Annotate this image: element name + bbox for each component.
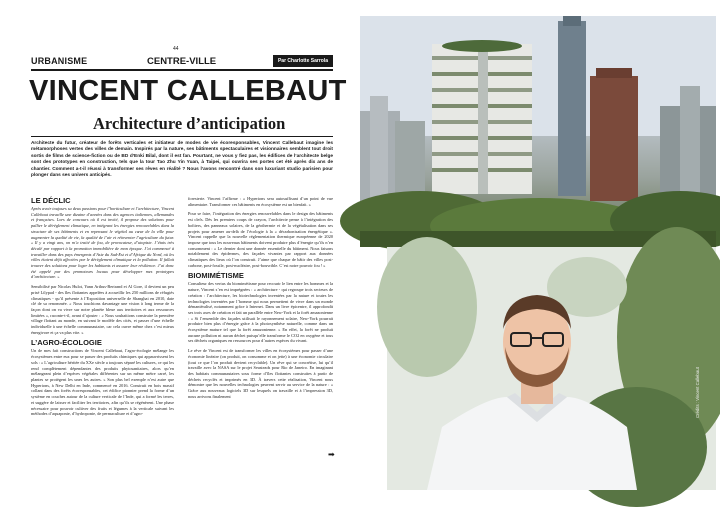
portrait-photo — [387, 247, 716, 490]
section-heading-declic: LE DÉCLIC — [31, 196, 71, 205]
paragraph: Le rêve de Vincent est de transformer les villes en écosystèmes pour passer d’une économie linéaire (on produit, on consomme et on jette) à une économie circulaire (tout ce que l’on produit devient recyclable). Un rêve qui se concrétise, lui qu’il travaille avec la NASA sur le projet Seasteads pour Rio de Janeiro. En imaginant des habitats communautaires sous forme d’îles flottantes construites à partir de déchets recyclés et imprimés en 3D. À travers cette réalisation, Vincent nous démontre que les nouvelles technologies peuvent servir au service de la nature : « Grâce aux nouveaux logiciels 3D sur lesquels on travaille et à l’impression 3D, nous arrivons finalement — [188, 348, 333, 399]
section-heading-biomimetisme: BIOMIMÉTISME — [188, 271, 244, 281]
section-heading-agro-ecologie: L’AGRO-ÉCOLOGIE — [31, 338, 102, 348]
header-rule — [31, 69, 333, 71]
article-title: VINCENT CALLEBAUT — [29, 75, 347, 107]
text-column-1 — [31, 196, 174, 486]
article-subtitle: Architecture d’anticipation — [93, 114, 286, 133]
section-label: CENTRE-VILLE — [147, 56, 217, 67]
page-number: 44 — [173, 46, 179, 52]
paragraph: foresterie. Vincent l’affirme : « Hyperions sera autosuffisant d’un point de vue alimentaire. Transformer ces bâtiments en écosystème est un bienfait. » — [188, 196, 333, 207]
tower-photo-illustration — [360, 16, 716, 247]
paragraph: Sensibilisé par Nicolas Hulot, Yann Arthus-Bertrand et Al Gore, il devient un peu prisé Lilypad - des îles flottantes appelées à accueillir les 250 millions de réfugiés climatiques - qu’il présente à l’Exposition universelle de Shanghai en 2010, date clé de sa renommée. « Nous touchions davantage une vision à long terme de la façon dont on va vivre sur notre planète bleue aux territoires et aux ressources limitées », raconte-t-il, avant d’ajouter : « Nous souhaitions construire la première village flottant au monde, en suivant le modèle des cités, et passer d’une échelle individuelle à une échelle communautaire, car cela ouvre même chez c’est mieux énergivore et ça va plus vite. » — [31, 284, 174, 335]
portrait-illustration — [387, 247, 716, 490]
paragraph: Un de mes fait constructions de Vincent Callebaut, l’agro-écologie mélange les écosystèmes entre eux pour se passer des produits chimiques qui appauvrissent les sols : « L’agriculture héritée du XXe siècle a toujours séparé les cultures, ce qui les rend complètement dépendantes des produits phytosanitaires, alors qu’en mélangeant plein d’espèces végétales différentes sur un même mètre carré, les plantes se protègent les unes les autres. » Son plus bel exemple n’est autre que Hyperions, à New Delhi en Inde, commencé en 2016. Construit en bois massif collant dans des forêts écoresponsables, cet édifice pionnier prend la forme d’un système en couches autour de la culture verticale de l’Inde, qui a formé les terres, et suggère de laisser et faciliter les territoires, afin qu’ils se régénèrent. Une phase nécessaire pour pouvoir cultiver des fruits et légumes à la verticale suivant les méthodes d’aquaponie, d’hydroponie, de permaculture et d’agro- — [31, 348, 174, 417]
right-page — [360, 0, 720, 509]
article-header — [31, 55, 333, 68]
rubric-label: URBANISME — [31, 56, 88, 66]
paragraph: Consulteur des vertus du biomimétisme pour recourir le lien entre les hommes et la nature, Vincent s’en est imprégnées : « architecture - qui regroupe trois secteurs de création : l’architecture, les biotechnologies inventées par la nature et toutes les technologies inventées par l’homme qui nous permettent de vivre dans un monde démantéralisé, notamment grâce à Internet. Dans un livre épicentre, il approfondit ses trois axes de création et fait un parallèle entre New-York et la forêt amazonienne : « Si l’ensemble des façades utilisait le rayonnement solaire, New-York pourrait produire bien plus d’énergie grâce à la photosynthèse naturelle, comme dans un écosystème mature tel que la forêt amazonienne. » En effet, la forêt ne produit aucune pollution ni aucun déchet puisqu’elle transforme le CO2 en oxygène et tous ses déchets organiques en ressources pour d’autres espèces du vivant. — [188, 281, 333, 344]
paragraph: Pour se faire, l’intégration des énergies renouvelables dans le design des bâtiments est clefs. Dès les premiers coups de crayon, l’architecte pense à l’intégration des boîtiers, des panneaux solaires, de la géothermie et de la végétalisation dans ses projets pour amener au-delà de l’écologie à la « décarbonisation énergétique ». Vincent rappelle que la nouvelle réglementation thermique européenne de 2020 impose que tous les nouveaux bâtiments doivent produire plus d’énergie qu’ils n’en consomment : « Le dernier dont une donnée essentielle du bâtiment. Nous faisons notablement des épidermes, des façades vivantes par rapport aux données climatiques des lieux où l’on construit. J’aime que chaque de bâtir des villes post-carbone, post-fossile, post-nucléaire, post-bouvrible. C’est notre pouvoir fou ! » — [188, 211, 333, 268]
byline-badge: Par Charlotte Sarrola — [273, 55, 333, 67]
article-lead: Architecte du futur, créateur de forêts verticales et initiateur de modes de vie écoresponsables, Vincent Callebaut imagine les métamorphoses vertes des villes de demain. Inspirés par la nature, ses bâtiments spectaculaires et visionnaires semblent tout droit sortis de films de science-fiction ou de BD d’Enki Bilal, dont il est fan. Pourtant, ne vous y fiez pas, les édifices de l’architecte belge sont des prototypes en construction, tels que la tour Tao Zhu Yin Yuan, à Taipei, qui ouvrira ses portes cet été après dix ans de chantier. Comment a-t-il réussi à transformer ses rêves en réalité ? Nous l’avons rencontré dans son luxuriant studio parisien pour plonger dans ses univers anticipés. — [31, 141, 333, 179]
text-column-2 — [188, 196, 333, 486]
continue-arrow-icon: ➡ — [328, 450, 335, 459]
tower-photo — [360, 16, 716, 247]
photo-credit-bottom: Crédits : Vincent Callebaut — [695, 367, 700, 418]
title-rule — [31, 136, 333, 137]
paragraph: Après avoir toujours su deux passions pour l’horticulture et l’architecture, Vincent Callebaut travaille une dizaine d’années dans des agences italiennes, allemandes et françaises. Lors de concours où il est invité, il propose des solutions pour pallier le dérèglement climatique, en intégrant les énergies renouvelables dans la structure de ses bâtiments et en repensant le végétal au cœur de la ville pour augmenter la qualité de vie, la qualité de l’air et réinventer l’agriculture du futur. « Il y a vingt ans, on m’a traité de fou, de provocateur, d’utopiste. J’étais très décalé par rapport à la promotion immobilière de mon époque. J’ai commencé à travailler dans des pays émergents d’Asie du Sud-Est et d’Afrique du Nord, où les villes étaient déjà affectées par le dérèglement climatique et la pollution. Il fallait trouver des solutions pour loger les habitants et assurer leur résilience. J’ai donc été appelé par des promoteurs locaux pour développer mes prototypes d’architecture. » — [31, 206, 174, 280]
